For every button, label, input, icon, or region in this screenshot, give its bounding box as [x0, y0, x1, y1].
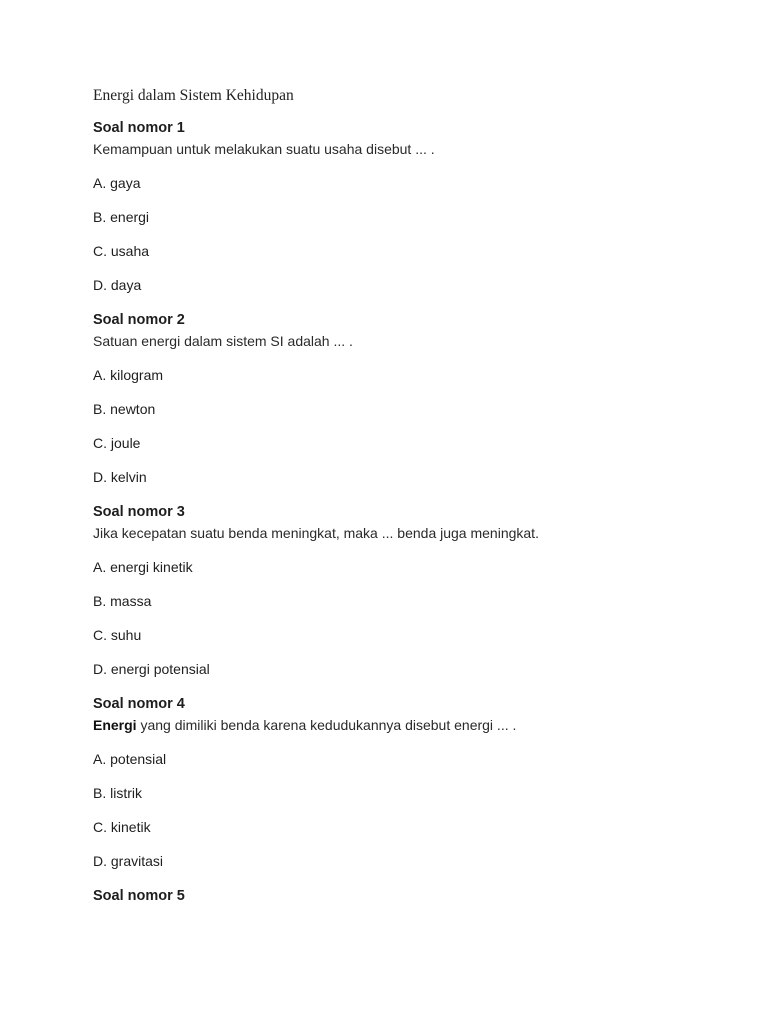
answer-option: B. newton [93, 401, 156, 417]
question-text [93, 715, 733, 735]
question-block [93, 693, 733, 871]
answer-option: A. energi kinetik [93, 559, 193, 575]
question-heading: Soal nomor 2 [93, 312, 185, 328]
question-heading: Soal nomor 1 [93, 120, 185, 136]
answer-option: A. kilogram [93, 367, 164, 383]
document-page [93, 86, 733, 907]
answer-option: B. massa [93, 593, 152, 609]
question-text [93, 139, 733, 159]
answer-option: A. gaya [93, 175, 141, 191]
question-heading: Soal nomor 5 [93, 888, 185, 904]
question-heading: Soal nomor 4 [93, 696, 185, 712]
question-block [93, 501, 733, 679]
answer-option: D. kelvin [93, 469, 147, 485]
question-heading: Soal nomor 3 [93, 504, 185, 520]
question-text [93, 523, 733, 543]
question-block [93, 117, 733, 295]
answer-option: D. energi potensial [93, 661, 210, 677]
question-body: Kemampuan untuk melakukan suatu usaha disebut ... . [93, 141, 435, 157]
answer-option: D. daya [93, 277, 142, 293]
answer-option: C. suhu [93, 627, 142, 643]
question-block [93, 885, 733, 907]
answer-option: C. joule [93, 435, 141, 451]
question-body: yang dimiliki benda karena kedudukannya disebut energi ... . [136, 717, 517, 733]
document-title: Energi dalam Sistem Kehidupan [93, 87, 294, 104]
answer-option: A. potensial [93, 751, 167, 767]
answer-option: D. gravitasi [93, 853, 164, 869]
question-body: Satuan energi dalam sistem SI adalah ... . [93, 333, 353, 349]
question-block [93, 309, 733, 487]
question-body: Jika kecepatan suatu benda meningkat, maka ... benda juga meningkat. [93, 525, 539, 541]
question-bold-text: Energi [93, 717, 137, 733]
answer-option: C. usaha [93, 243, 150, 259]
question-text [93, 331, 733, 351]
answer-option: C. kinetik [93, 819, 151, 835]
answer-option: B. energi [93, 209, 150, 225]
answer-option: B. listrik [93, 785, 142, 801]
